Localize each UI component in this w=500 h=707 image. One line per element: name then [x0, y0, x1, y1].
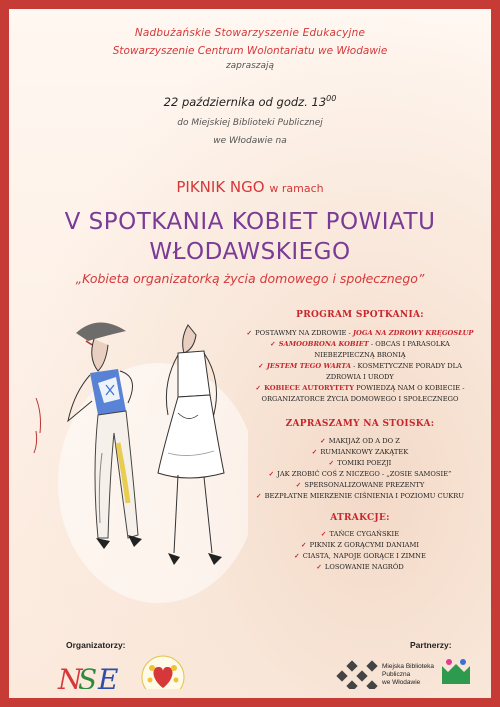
- organizer-line-1: Nadbużańskie Stowarzyszenie Edukacyjne: [134, 27, 366, 39]
- stoiska-list: [244, 436, 476, 502]
- atrakcje-item: ✓ CIASTA, NAPOJE GORĄCE I ZIMNE: [294, 552, 426, 560]
- stoiska-item: ✓ BEZPŁATNE MIERZENIE CIŚNIENIA I POZIOMU CUKRU: [256, 492, 464, 500]
- stoiska-item: ✓ TOMIKI POEZJI: [328, 459, 392, 467]
- svg-text:N: N: [58, 663, 83, 696]
- wlodawa-logo: WŁODAWA: [436, 654, 476, 689]
- check-icon: ✓: [316, 563, 322, 571]
- check-icon: ✓: [258, 362, 264, 370]
- atrakcje-item: ✓ LOSOWANIE NAGRÓD: [316, 563, 404, 571]
- event-title-line-1: V SPOTKANIA KOBIET POWIATU: [64, 209, 436, 235]
- organizer-line-2: Stowarzyszenie Centrum Wolontariatu we Włodawie: [112, 45, 388, 57]
- atrakcje-item: ✓ PIKNIK Z GORĄCYMI DANIAMI: [301, 541, 419, 549]
- nse-logo: [56, 658, 128, 696]
- check-icon: ✓: [311, 448, 318, 456]
- stoiska-item: ✓ JAK ZROBIĆ COŚ Z NICZEGO - „ZOSIE SAMOSIE”: [268, 470, 452, 478]
- stoiska-item: ✓ SPERSONALIZOWANE PREZENTY: [295, 481, 425, 489]
- atrakcje-heading: ATRAKCJE:: [330, 513, 390, 523]
- organizers-label: Organizatorzy:: [66, 640, 126, 650]
- check-icon: ✓: [320, 437, 326, 445]
- program-item: ✓ POSTAWMY NA ZDROWIE - JOGA NA ZDROWY KRĘGOSŁUP: [246, 329, 474, 337]
- invite-text: zapraszają: [225, 61, 275, 71]
- program-list: [244, 328, 476, 405]
- event-motto: „Kobieta organizatorką życia domowego i społecznego”: [75, 271, 425, 286]
- volunteer-center-logo: [140, 654, 186, 689]
- check-icon: ✓: [270, 340, 276, 348]
- check-icon: ✓: [255, 384, 262, 392]
- program-item: ✓ KOBIECE AUTORYTETY POWIEDZĄ NAM O KOBIECIE - ORGANIZATORCE ŻYCIA DOMOWEGO I SPOŁECZNEGO: [255, 384, 465, 403]
- library-logo: [336, 654, 380, 689]
- check-icon: ✓: [246, 329, 253, 337]
- program-item: ✓ SAMOOBRONA KOBIET - OBCAS I PARASOLKA NIEBEZPIECZNĄ BRONIĄ: [270, 340, 450, 359]
- check-icon: ✓: [295, 481, 302, 489]
- piknik-heading: PIKNIK NGO w ramach: [176, 178, 324, 196]
- stoiska-item: ✓ MAKIJAŻ OD A DO Z: [320, 437, 400, 445]
- stoiska-heading: ZAPRASZAMY NA STOISKA:: [285, 419, 435, 429]
- event-title-line-2: WŁODAWSKIEGO: [149, 239, 351, 265]
- poster-content: [18, 18, 482, 696]
- place-line-1: do Miejskiej Biblioteki Publicznej: [177, 118, 323, 128]
- check-icon: ✓: [268, 470, 275, 478]
- check-icon: ✓: [256, 492, 262, 500]
- stoiska-item: ✓ RUMIANKOWY ZAKĄTEK: [311, 448, 409, 456]
- svg-text:S: S: [78, 663, 98, 696]
- program-section: [244, 310, 476, 573]
- atrakcje-item: ✓ TAŃCE CYGAŃSKIE: [320, 530, 400, 538]
- library-name: Miejska Biblioteka Publiczna we Włodawie: [382, 663, 435, 686]
- check-icon: ✓: [328, 459, 335, 467]
- svg-text:E: E: [98, 663, 119, 696]
- program-heading: PROGRAM SPOTKANIA:: [296, 310, 424, 320]
- check-icon: ✓: [301, 541, 307, 549]
- program-item: ✓ JESTEM TEGO WARTA - KOSMETYCZNE PORADY DLA ZDROWIA I URODY: [258, 362, 462, 381]
- check-icon: ✓: [320, 530, 327, 538]
- fashion-sketch-illustration: [28, 303, 248, 603]
- atrakcje-list: [244, 529, 476, 573]
- partners-label: Partnerzy:: [410, 640, 452, 650]
- check-icon: ✓: [294, 552, 300, 560]
- event-date: 22 października od godz. $13^{00}$: [163, 94, 337, 109]
- place-line-2: we Włodawie na: [213, 136, 287, 146]
- event-time-minutes: 00: [326, 94, 337, 103]
